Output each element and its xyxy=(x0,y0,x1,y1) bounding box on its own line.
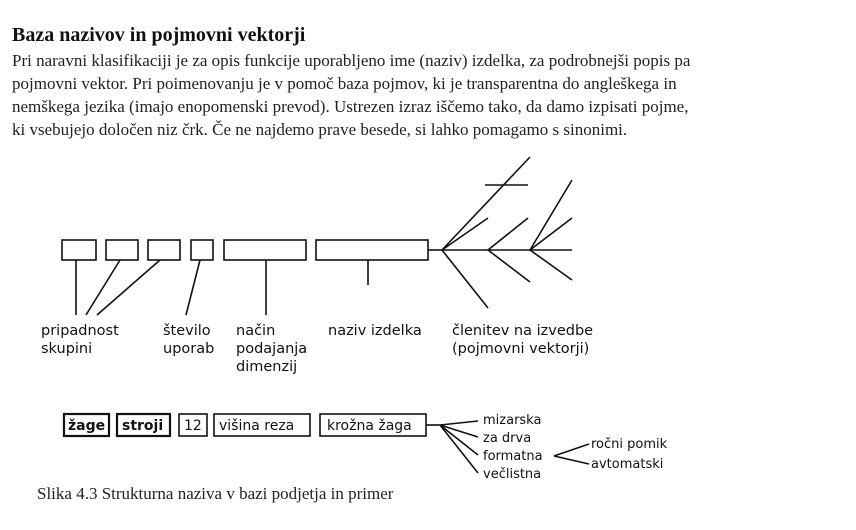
section-heading: Baza nazivov in pojmovni vektorji xyxy=(12,24,306,46)
sub-branch xyxy=(554,444,589,456)
tree-branch xyxy=(442,250,488,308)
label-pripadnost-2: skupini xyxy=(41,341,93,357)
paragraph-line: pojmovni vektor. Pri poimenovanju je v pomoč baza pojmov, ki je transparentna do angleškega in xyxy=(12,74,677,93)
example-branch xyxy=(440,425,478,455)
connector-line xyxy=(86,260,120,315)
example-text-4: višina reza xyxy=(219,418,295,434)
label-nacin-1: način xyxy=(236,323,276,339)
label-nacin-2: podajanja xyxy=(236,341,308,357)
figure-caption: Slika 4.3 Strukturna naziva v bazi podjetja in primer xyxy=(37,484,394,503)
paragraph-line: ki vsebujejo določen niz črk. Če ne najdemo prave besede, si lahko pomagamo s sinonimi. xyxy=(12,120,628,139)
paragraph-line: Pri naravni klasifikaciji je za opis funkcije uporabljeno ime (naziv) izdelka, za podrobnejši popis pa xyxy=(12,51,691,70)
connector-line xyxy=(97,260,160,315)
branch-label-1: mizarska xyxy=(483,413,542,428)
code-box-1 xyxy=(62,240,96,260)
paragraph-line: nemškega jezika (imajo enopomenski prevod). Ustrezen izraz iščemo tako, da damo izpisati pojme, xyxy=(12,97,689,116)
tree-branch xyxy=(530,180,572,250)
example-branch xyxy=(440,425,478,473)
connector-line xyxy=(186,260,200,315)
code-box-3 xyxy=(148,240,180,260)
branch-label-4: večlistna xyxy=(483,467,542,482)
example-text-1: žage xyxy=(68,418,106,434)
label-stevilo-2: uporab xyxy=(163,341,215,357)
tree-branch xyxy=(442,157,530,250)
label-clenitev-1: členitev na izvedbe xyxy=(452,323,594,339)
tree-branch xyxy=(488,250,530,282)
example-text-2: stroji xyxy=(122,418,164,434)
example-branch xyxy=(440,421,478,425)
code-box-4 xyxy=(191,240,213,260)
tree-branch xyxy=(442,218,488,250)
example-text-5: krožna žaga xyxy=(327,418,412,434)
tree-branch xyxy=(530,250,572,280)
label-nacin-3: dimenzij xyxy=(236,359,298,375)
tree-branch xyxy=(530,218,572,250)
label-pripadnost-1: pripadnost xyxy=(41,323,119,339)
code-box-2 xyxy=(106,240,138,260)
sub-branch-label-1: ročni pomik xyxy=(591,437,668,452)
sub-branch xyxy=(554,456,589,464)
label-naziv: naziv izdelka xyxy=(328,323,422,339)
code-box-6 xyxy=(316,240,428,260)
sub-branch-label-2: avtomatski xyxy=(591,457,664,472)
example-text-3: 12 xyxy=(184,418,202,434)
label-clenitev-2: (pojmovni vektorji) xyxy=(452,341,590,357)
code-box-5 xyxy=(224,240,306,260)
label-stevilo-1: število xyxy=(163,323,211,339)
branch-label-3: formatna xyxy=(483,449,543,464)
tree-branch xyxy=(488,218,528,250)
branch-label-2: za drva xyxy=(483,431,532,446)
